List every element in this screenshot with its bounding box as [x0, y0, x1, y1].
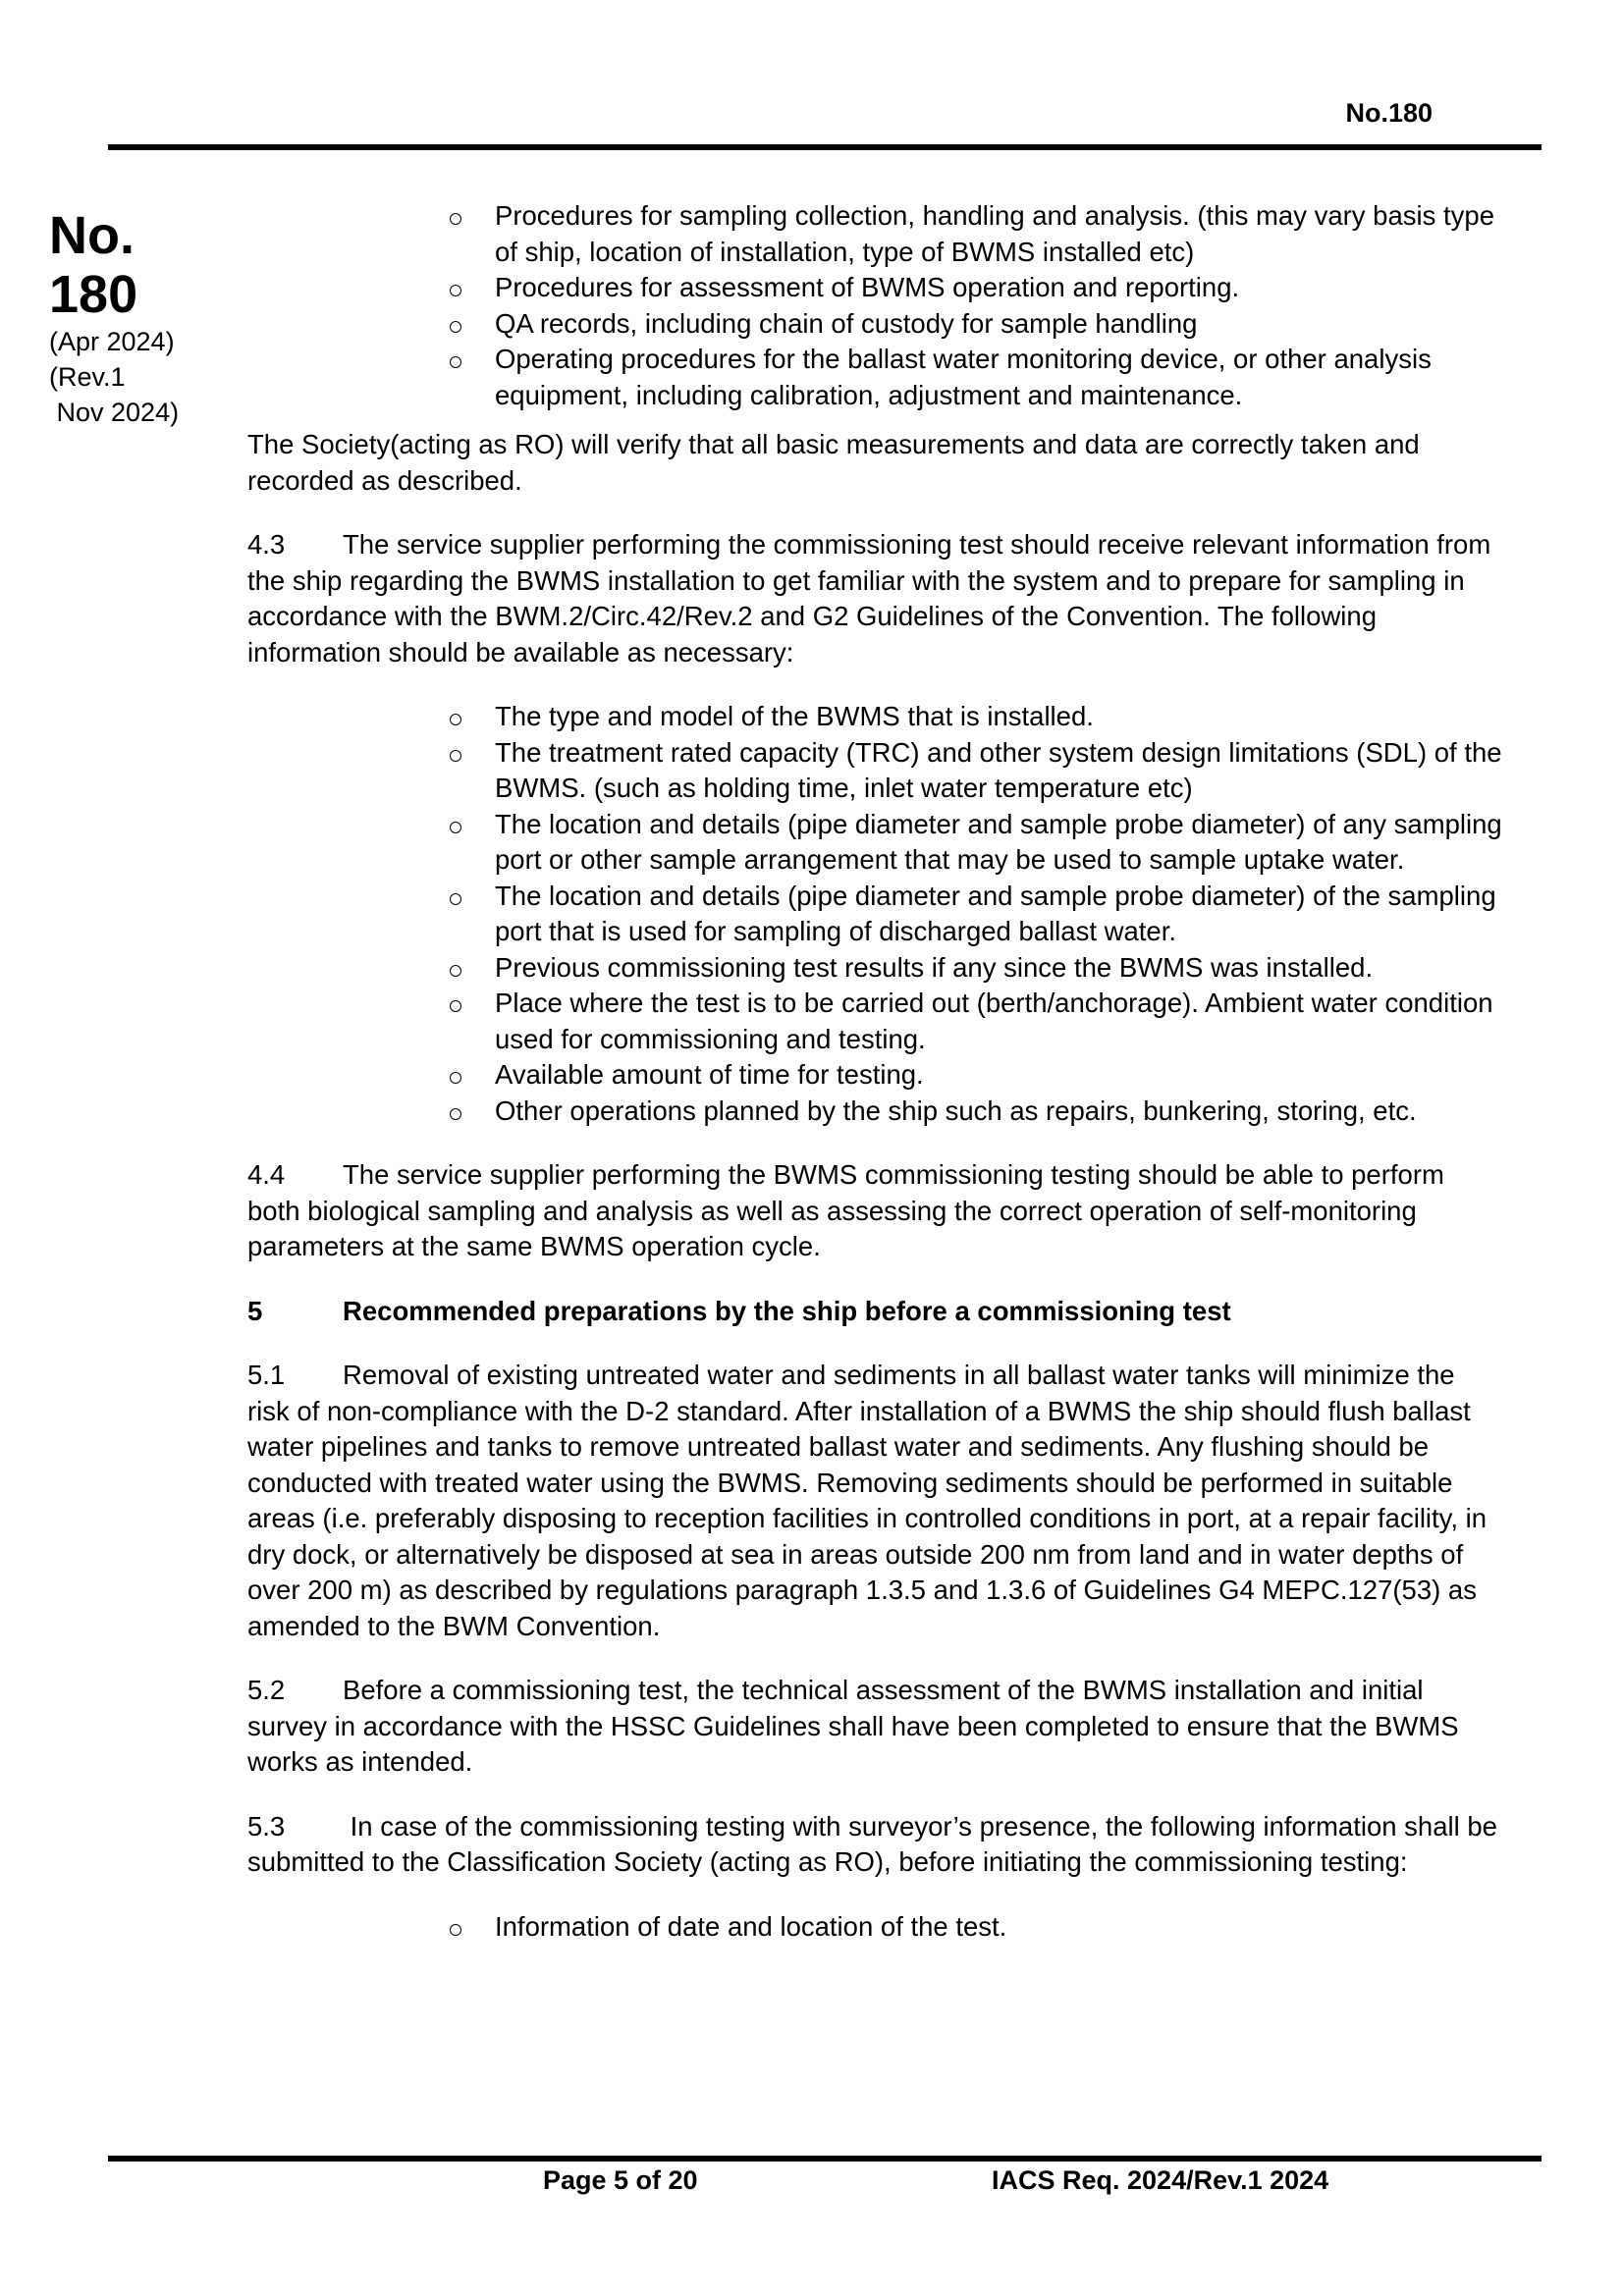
- list-item: The treatment rated capacity (TRC) and other system design limitations (SDL) of the BWMS. (such as holding time, inlet water temperature etc): [444, 735, 1502, 807]
- section-5-1: [247, 1358, 1502, 1644]
- sidebar-rev-date: Nov 2024): [49, 398, 180, 427]
- list-item: Available amount of time for testing.: [444, 1057, 1502, 1094]
- document-body: [247, 198, 1502, 1945]
- section-4-4: [247, 1157, 1502, 1265]
- section-text: The service supplier performing the BWMS commissioning testing should be able to perform both biological sampling and analysis as well as assessing the correct operation of self-monitoring parameters at the same BWMS operation cycle.: [247, 1159, 1444, 1261]
- section-5-heading: [247, 1294, 1502, 1330]
- section-text: Removal of existing untreated water and sediments in all ballast water tanks will minimize the risk of non-compliance with the D-2 standard. After installation of a BWMS the ship should flush ballast water pipelines and tanks to remove untreated ballast water and sediments. Any flushing should be conducted with treated water using the BWMS. Removing sediments should be performed in suitable areas (i.e. preferably disposing to reception facilities in controlled conditions in port, at a repair facility, in dry dock, or alternatively be disposed at sea in areas outside 200 nm from land and in water depths of over 200 m) as described by regulations paragraph 1.3.5 and 1.3.6 of Guidelines G4 MEPC.127(53) as amended to the BWM Convention.: [247, 1360, 1488, 1641]
- section-5-2: [247, 1673, 1502, 1781]
- section-text: Before a commissioning test, the technical assessment of the BWMS installation and initial survey in accordance with the HSSC Guidelines shall have been completed to ensure that the BWMS works as intended.: [247, 1675, 1459, 1777]
- section-4-3: [247, 527, 1502, 670]
- list-item: Place where the test is to be carried out (berth/anchorage). Ambient water condition used for commissioning and testing.: [444, 986, 1502, 1057]
- list-item: Operating procedures for the ballast water monitoring device, or other analysis equipment, including calibration, adjustment and maintenance.: [444, 342, 1502, 413]
- list-item: The type and model of the BWMS that is installed.: [444, 699, 1502, 735]
- header-rule: [108, 144, 1542, 150]
- section-number: 4.3: [247, 529, 286, 560]
- sidebar-number: 180: [49, 265, 138, 324]
- sidebar-rev: (Rev.1: [49, 362, 126, 392]
- list-item: The location and details (pipe diameter and sample probe diameter) of the sampling port that is used for sampling of discharged ballast water.: [444, 879, 1502, 950]
- header-doc-number: No.180: [1345, 98, 1433, 128]
- section-text: The service supplier performing the commissioning test should receive relevant information from the ship regarding the BWMS installation to get familiar with the system and to prepare for sampling in accordance with the BWM.2/Circ.42/Rev.2 and G2 Guidelines of the Convention. The following information should be available as necessary:: [247, 529, 1491, 667]
- list-item: Other operations planned by the ship such as repairs, bunkering, storing, etc.: [444, 1094, 1502, 1130]
- list-item: The location and details (pipe diameter and sample probe diameter) of any sampling port or other sample arrangement that may be used to sample uptake water.: [444, 807, 1502, 879]
- paragraph-society-verification: The Society(acting as RO) will verify that all basic measurements and data are correctly taken and recorded as described.: [247, 429, 1420, 496]
- section-number: 5.1: [247, 1360, 286, 1390]
- section-number: 5.3: [247, 1810, 286, 1842]
- sidebar-requirement-id: [49, 206, 226, 430]
- list-item: Information of date and location of the test.: [444, 1909, 1502, 1946]
- section-5-3: [247, 1809, 1502, 1881]
- sidebar-date: (Apr 2024): [49, 327, 175, 356]
- list-item: Procedures for assessment of BWMS operation and reporting.: [444, 270, 1502, 306]
- ship-information-list: [247, 699, 1502, 1129]
- section-number: 5.2: [247, 1675, 286, 1705]
- procedures-list: [247, 198, 1502, 413]
- section-title: Recommended preparations by the ship before a commissioning test: [343, 1295, 1231, 1326]
- submission-list: [247, 1909, 1502, 1946]
- list-item: Previous commissioning test results if any since the BWMS was installed.: [444, 950, 1502, 987]
- footer-reference: IACS Req. 2024/Rev.1 2024: [992, 2165, 1329, 2195]
- sidebar-no-label: No.: [49, 206, 135, 265]
- footer-page-number: Page 5 of 20: [543, 2165, 698, 2195]
- section-number: 5: [247, 1295, 263, 1326]
- list-item: QA records, including chain of custody for sample handling: [444, 306, 1502, 343]
- section-text: In case of the commissioning testing with surveyor’s presence, the following information shall be submitted to the Classification Society (acting as RO), before initiating the commissioning testing:: [247, 1810, 1497, 1877]
- footer-rule: [108, 2156, 1542, 2162]
- section-number: 4.4: [247, 1159, 286, 1190]
- list-item: Procedures for sampling collection, handling and analysis. (this may vary basis type of ship, location of installation, type of BWMS installed etc): [444, 198, 1502, 270]
